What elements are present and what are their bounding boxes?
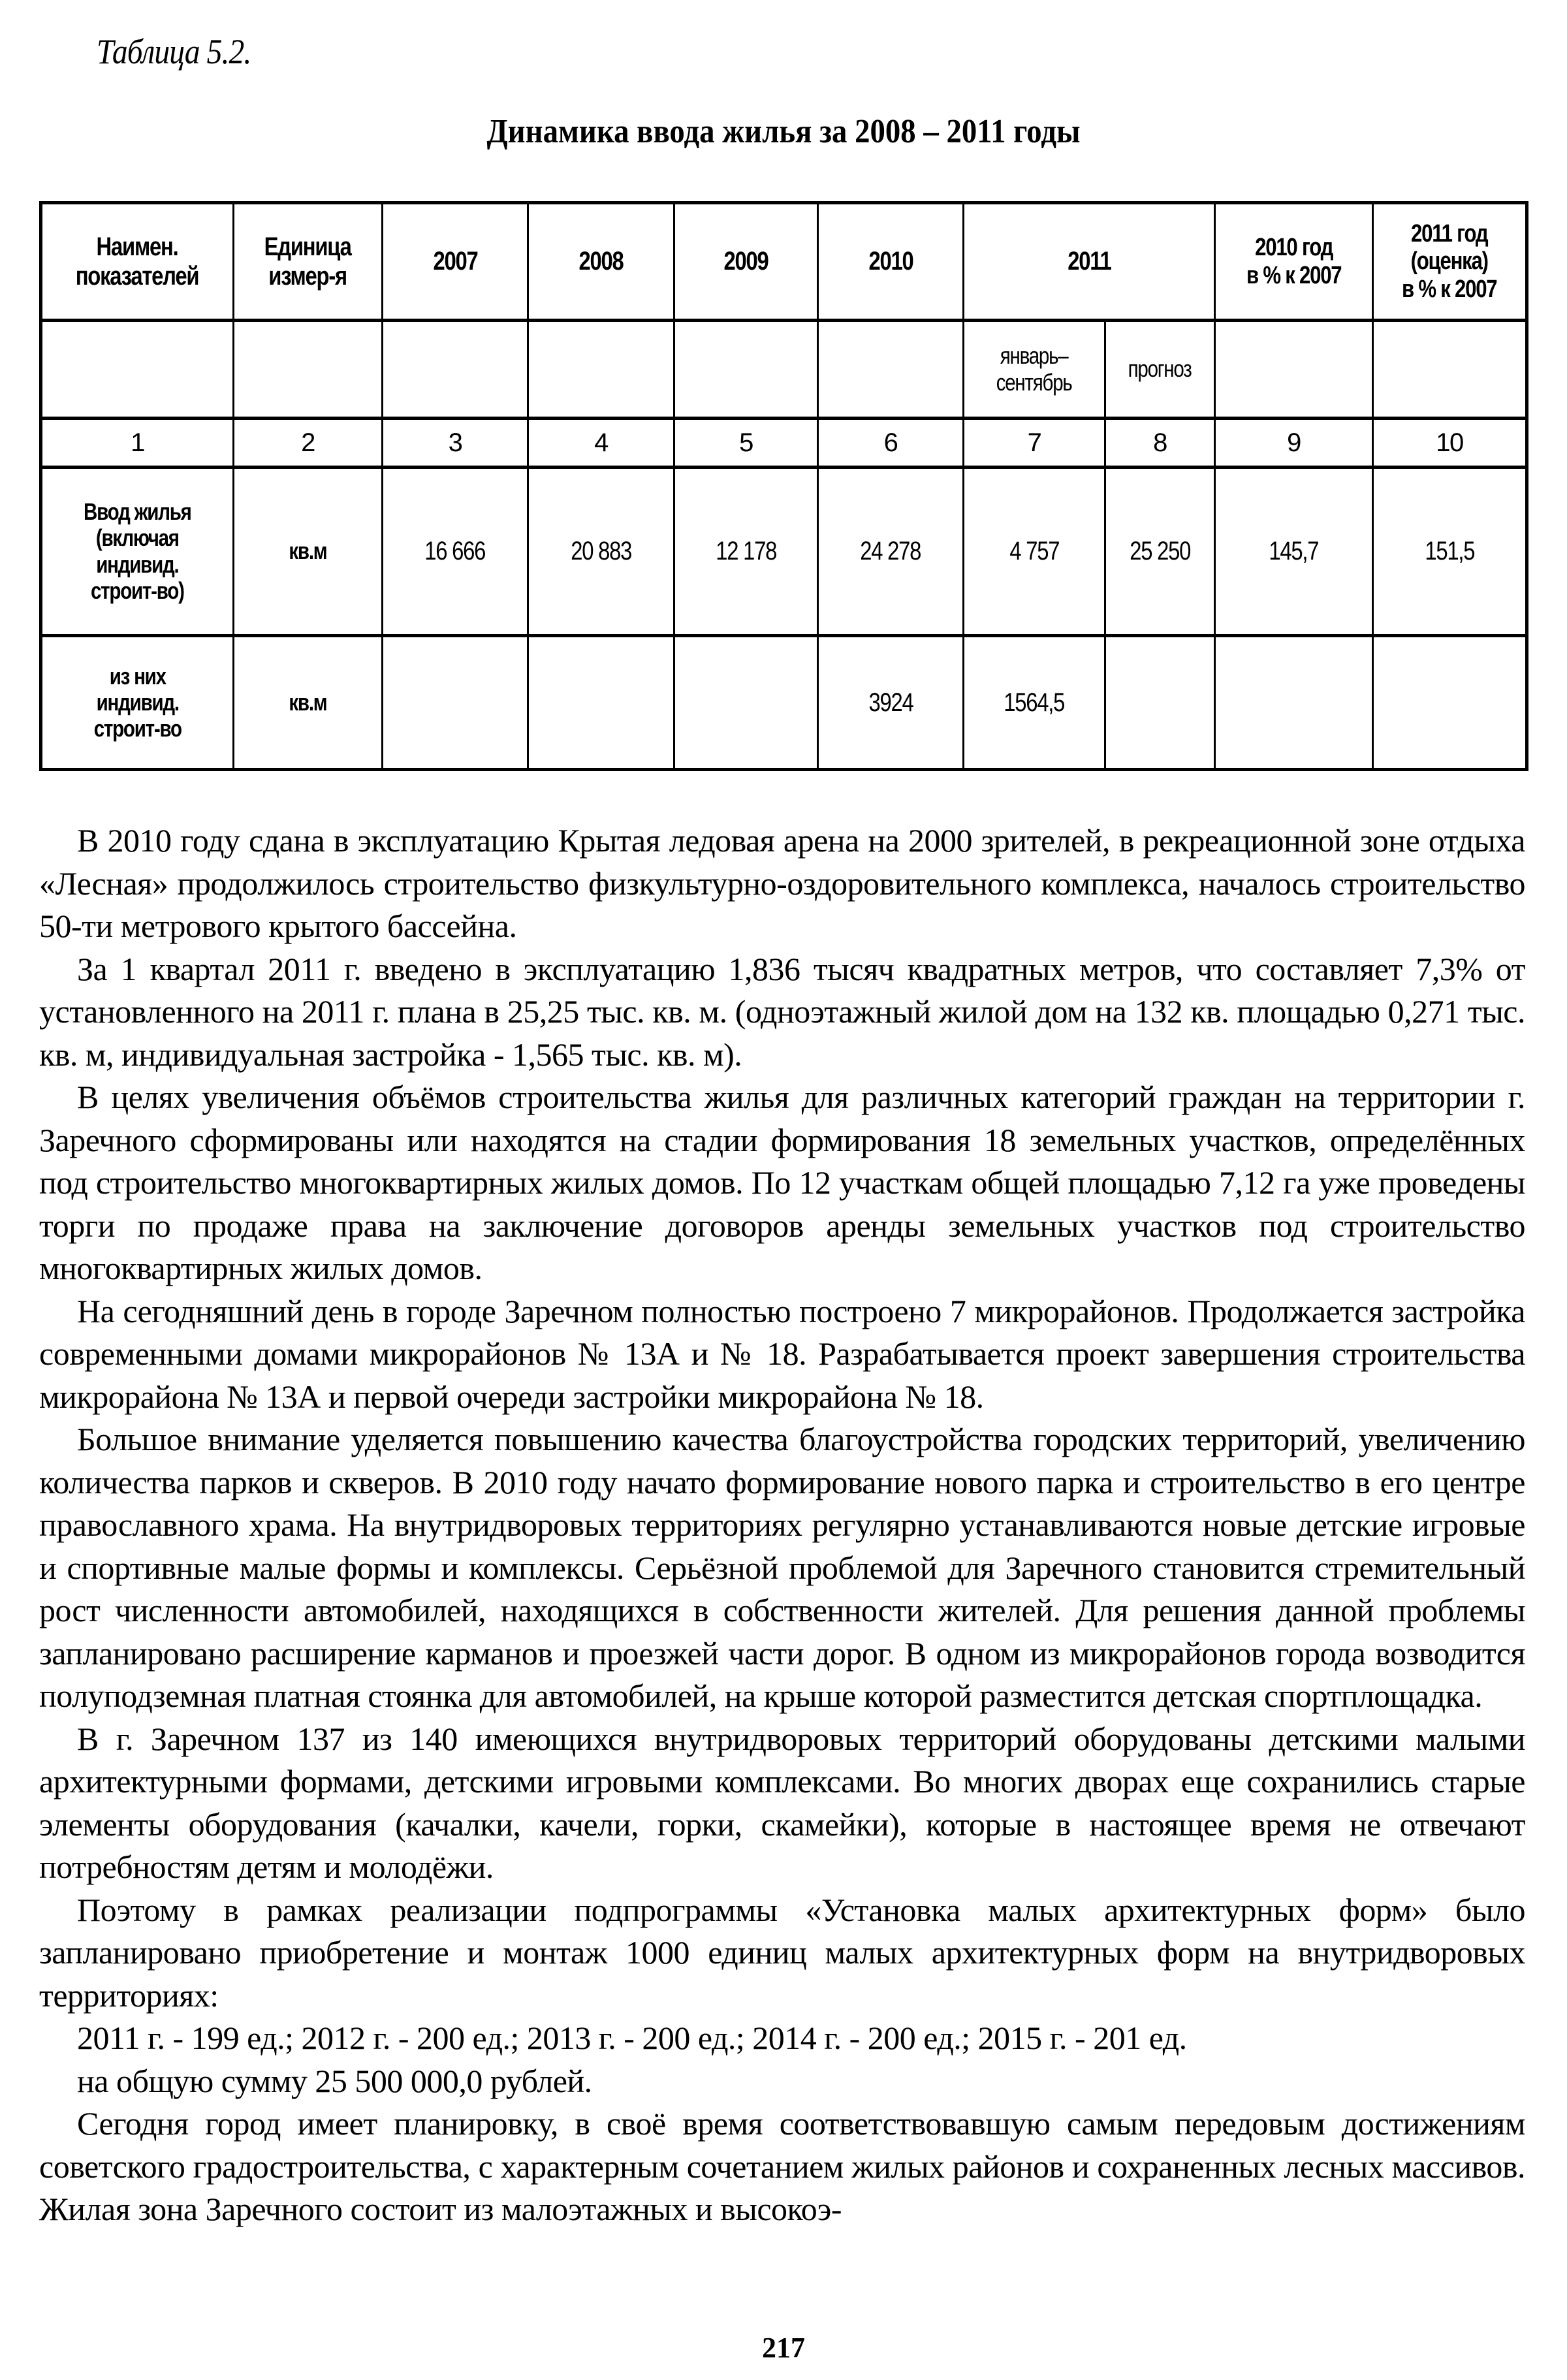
subheader-empty <box>674 321 818 419</box>
header-name-line: показателей <box>76 261 199 291</box>
row-unit <box>234 468 383 636</box>
paragraph: В целях увеличения объёмов строительства жилья для различных категорий граждан на территории г. Заречного сформированы или находятся на стадии формирования 18 земельных участков, определённых под строительство многоквартирных жилых домов. По 12 участкам общей площадью 7,12 га уже проведены торги по продаже права на заключение договоров аренды земельных участков под строительство многоквартирных жилых домов. <box>39 1079 1525 1286</box>
column-number: 8 <box>1105 419 1215 468</box>
subheader-empty <box>234 321 383 419</box>
header-2011 <box>964 203 1215 321</box>
body-text <box>39 819 1525 2231</box>
cell-value: 24 278 <box>860 537 921 566</box>
row-unit-text: кв.м <box>289 537 327 565</box>
cell-pct-2010 <box>1215 636 1373 770</box>
header-pct-2011-line: в % к 2007 <box>1402 275 1497 303</box>
cell-value: 1564,5 <box>1004 688 1065 717</box>
header-2009 <box>674 203 818 321</box>
table-title: Динамика ввода жилья за 2008 – 2011 годы <box>486 113 1081 150</box>
header-2010 <box>818 203 964 321</box>
header-2008-text: 2008 <box>578 247 624 276</box>
cell-2011-forecast <box>1105 468 1215 636</box>
row-label-line: индивид. <box>96 550 179 578</box>
subheader-empty <box>41 321 234 419</box>
row-unit-text: кв.м <box>289 688 327 716</box>
cell-2011-jan-sep <box>964 468 1105 636</box>
housing-table <box>39 201 1528 771</box>
cell-2007 <box>383 636 528 770</box>
cell-value: 151,5 <box>1425 537 1474 566</box>
header-2011-text: 2011 <box>1067 247 1111 276</box>
row-label <box>41 468 234 636</box>
cell-2010 <box>818 468 964 636</box>
row-unit <box>234 636 383 770</box>
row-label-line: Ввод жилья <box>84 498 191 525</box>
subheader-forecast-text: прогноз <box>1128 355 1192 383</box>
column-number: 2 <box>234 419 383 468</box>
cell-pct-2011 <box>1373 468 1527 636</box>
header-2009-text: 2009 <box>723 247 768 276</box>
paragraph: На сегодняшний день в городе Заречном полностью построено 7 микрорайонов. Продолжается застройка современными домами микрорайонов № 13А и № 18. Разрабатывается проект завершения строительства микрорайона № 13А и первой очереди застройки микрорайона № 18. <box>39 1292 1525 1415</box>
column-number: 3 <box>383 419 528 468</box>
paragraph: Большое внимание уделяется повышению качества благоустройства городских территорий, увеличению количества парков и скверов. В 2010 году начато формирование нового парка и строительство в его центре православного храма. На внутридворовых территориях регулярно устанавливаются новые детские игровые и спортивные малые формы и комплексы. Серьёзной проблемой для Заречного становится стремительный рост численности автомобилей, находящихся в собственности жителей. Для решения данной проблемы запланировано расширение карманов и проезжей части дорог. В одном из микрорайонов города возводится полуподземная платная стоянка для автомобилей, на крыше которой разместится детская спортплощадка. <box>39 1421 1525 1714</box>
cell-2011-jan-sep <box>964 636 1105 770</box>
table-row <box>41 636 1527 770</box>
cell-2010 <box>818 636 964 770</box>
table-subheader-row <box>41 321 1527 419</box>
header-pct-2011-line: (оценка) <box>1410 247 1489 276</box>
row-label-line: строит-во <box>93 715 182 742</box>
column-number: 1 <box>41 419 234 468</box>
plan-total-line: на общую сумму 25 500 000,0 рублей. <box>77 2062 592 2099</box>
header-2010-text: 2010 <box>868 247 913 276</box>
header-unit-line: измер-я <box>268 261 347 291</box>
column-number: 10 <box>1373 419 1527 468</box>
row-label-line: (включая <box>96 524 179 552</box>
header-pct-2010-line: в % к 2007 <box>1246 261 1342 289</box>
cell-value: 3924 <box>868 688 913 717</box>
row-label-line: индивид. <box>96 688 179 716</box>
subheader-empty <box>528 321 674 419</box>
paragraph: За 1 квартал 2011 г. введено в эксплуатацию 1,836 тысяч квадратных метров, что составляет 7,3% от установленного на 2011 г. плана в 25,25 тыс. кв. м. (одноэтажный жилой дом на 132 кв. площадью 0,271 тыс. кв. м, индивидуальная застройка - 1,565 тыс. кв. м). <box>39 950 1525 1073</box>
cell-pct-2010 <box>1215 468 1373 636</box>
header-2007-text: 2007 <box>432 247 478 276</box>
cell-value: 12 178 <box>716 537 776 566</box>
cell-value: 16 666 <box>424 537 486 566</box>
subheader-jan-sep <box>964 321 1105 419</box>
row-label <box>41 636 234 770</box>
subheader-forecast <box>1105 321 1215 419</box>
subheader-empty <box>383 321 528 419</box>
subheader-jan-sep-line: сентябрь <box>996 368 1072 396</box>
paragraph: Сегодня город имеет планировку, в своё время соответствовавшую самым передовым достижениям советского градостроительства, с характерным сочетанием жилых районов и сохраненных лесных массивов. Жилая зона Заречного состоит из малоэтажных и высокоэ- <box>39 2105 1525 2227</box>
paragraph: В г. Заречном 137 из 140 имеющихся внутридворовых территорий оборудованы детскими малыми архитектурными формами, детскими игровыми комплексами. Во многих дворах еще сохранились старые элементы оборудования (качалки, качели, горки, скамейки), которые в настоящее время не отвечают потребностям детям и молодёжи. <box>39 1720 1525 1885</box>
column-number: 6 <box>818 419 964 468</box>
cell-2011-forecast <box>1105 636 1215 770</box>
paragraph: Поэтому в рамках реализации подпрограммы «Установка малых архитектурных форм» было запланировано приобретение и монтаж 1000 единиц малых архитектурных форм на внутридворовых территориях: <box>39 1891 1525 2014</box>
subheader-jan-sep-line: январь– <box>1000 342 1068 370</box>
paragraph: В 2010 году сдана в эксплуатацию Крытая ледовая арена на 2000 зрителей, в рекреационной зоне отдыха «Лесная» продолжилось строительство физкультурно-оздоровительного комплекса, началось строительство 50-ти метрового крытого бассейна. <box>39 822 1525 944</box>
cell-2009 <box>674 468 818 636</box>
header-unit-line: Единица <box>264 232 352 261</box>
header-name <box>41 203 234 321</box>
column-number-row <box>41 419 1527 468</box>
header-unit <box>234 203 383 321</box>
header-2008 <box>528 203 674 321</box>
column-number: 7 <box>964 419 1105 468</box>
cell-value: 20 883 <box>571 537 631 566</box>
row-label-line: строит-во) <box>91 577 184 604</box>
header-pct-2010 <box>1215 203 1373 321</box>
table-row <box>41 468 1527 636</box>
table-caption: Таблица 5.2. <box>97 32 251 71</box>
cell-value: 145,7 <box>1269 537 1319 566</box>
header-pct-2011-line: 2011 год <box>1411 219 1488 247</box>
subheader-empty <box>1373 321 1527 419</box>
header-pct-2011 <box>1373 203 1527 321</box>
cell-2008 <box>528 468 674 636</box>
cell-2009 <box>674 636 818 770</box>
cell-pct-2011 <box>1373 636 1527 770</box>
row-label-line: из них <box>109 662 166 690</box>
header-2007 <box>383 203 528 321</box>
subheader-empty <box>1215 321 1373 419</box>
column-number: 4 <box>528 419 674 468</box>
plan-schedule-line: 2011 г. - 199 ед.; 2012 г. - 200 ед.; 2013 г. - 200 ед.; 2014 г. - 200 ед.; 2015 г. - 201 ед. <box>77 2020 1187 2056</box>
cell-value: 4 757 <box>1009 537 1059 566</box>
column-number: 5 <box>674 419 818 468</box>
table-header-row <box>41 203 1527 321</box>
cell-2008 <box>528 636 674 770</box>
subheader-empty <box>818 321 964 419</box>
header-pct-2010-line: 2010 год <box>1254 233 1333 261</box>
cell-2007 <box>383 468 528 636</box>
header-name-line: Наимен. <box>97 232 178 261</box>
page-number: 217 <box>762 2332 805 2364</box>
column-number: 9 <box>1215 419 1373 468</box>
cell-value: 25 250 <box>1130 537 1190 566</box>
